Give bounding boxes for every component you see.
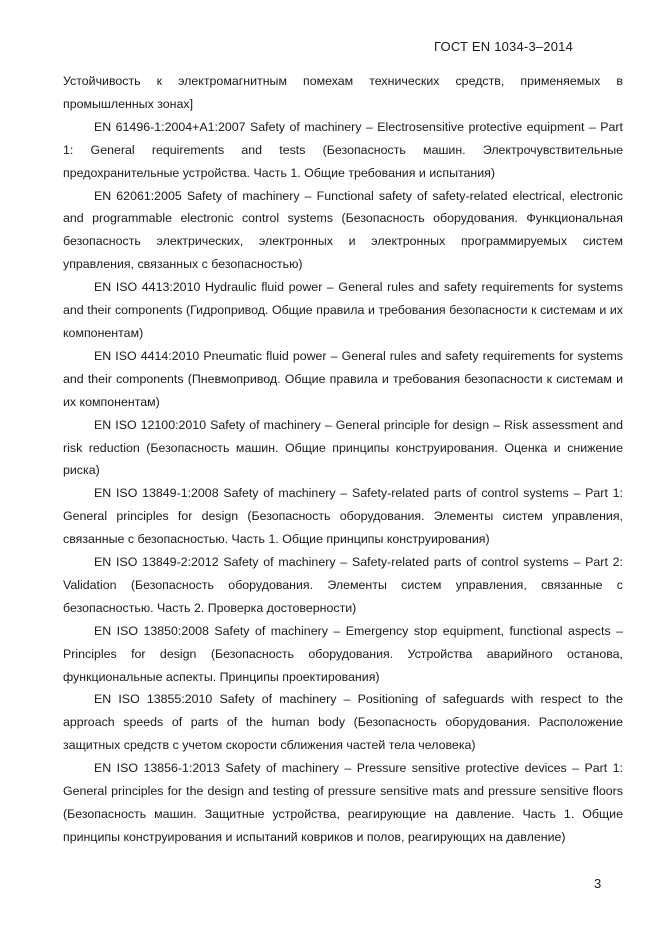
reference-entry: EN ISO 13849-2:2012 Safety of machinery – Safety-related parts of control systems – Part 2: Validation (Безопасность оборудования. Элементы систем управления, связанные с безопасностью. Часть 2. Проверка достоверности) (63, 555, 623, 615)
reference-entry: EN ISO 13849-1:2008 Safety of machinery – Safety-related parts of control systems – Part 1: General principles for design (Безопасность оборудования. Элементы систем управления, связанные с безопасностью. Часть 1. Общие принципы конструирования) (63, 486, 623, 547)
reference-entry: EN ISO 4413:2010 Hydraulic fluid power – General rules and safety requirements for systems and their components (Гидропривод. Общие правила и требования безопасности к системам и их компонентам) (63, 280, 623, 340)
reference-entry: EN ISO 13856-1:2013 Safety of machinery – Pressure sensitive protective devices – Part 1: General principles for the design and testing of pressure sensitive mats and pressure sensitive floors (Безопасность машин. Защитные устройства, реагирующие на давление. Часть 1. Общие принципы конструирования и испытаний ковриков и полов, реагирующих на давление) (63, 761, 623, 844)
reference-entry: EN ISO 13855:2010 Safety of machinery – Positioning of safeguards with respect to the approach speeds of parts of the human body (Безопасность оборудования. Расположение защитных средств с учетом скорости сближения частей тела человека) (63, 692, 623, 753)
paragraph: Устойчивость к электромагнитным помехам технических средств, применяемых в промышленных зонах] (63, 74, 623, 111)
standard-header: ГОСТ EN 1034-3–2014 (434, 39, 574, 54)
document-body (63, 70, 623, 849)
reference-entry: EN ISO 13850:2008 Safety of machinery – Emergency stop equipment, functional aspects – Principles for design (Безопасность оборудования. Устройства аварийного останова, функциональные аспекты. Принципы проектирования) (63, 623, 623, 684)
reference-entry: EN ISO 12100:2010 Safety of machinery – General principle for design – Risk assessment and risk reduction (Безопасность машин. Общие принципы конструирования. Оценка и снижение риска) (63, 417, 623, 478)
page-number: 3 (594, 876, 602, 891)
reference-entry: EN 62061:2005 Safety of machinery – Functional safety of safety-related electrical, electronic and programmable electronic control systems (Безопасность оборудования. Функциональная безопасность электрических, электронных и электронных программируемых систем управления, связанных с безопасностью) (63, 188, 623, 272)
reference-entry: EN ISO 4414:2010 Pneumatic fluid power – General rules and safety requirements for systems and their components (Пневмопривод. Общие правила и требования безопасности к системам и их компонентам) (63, 348, 623, 409)
reference-entry: EN 61496-1:2004+A1:2007 Safety of machinery – Electrosensitive protective equipment – Part 1: General requirements and tests (Безопасность машин. Электрочувствительные предохранительные устройства. Часть 1. Общие требования и испытания) (63, 119, 623, 180)
